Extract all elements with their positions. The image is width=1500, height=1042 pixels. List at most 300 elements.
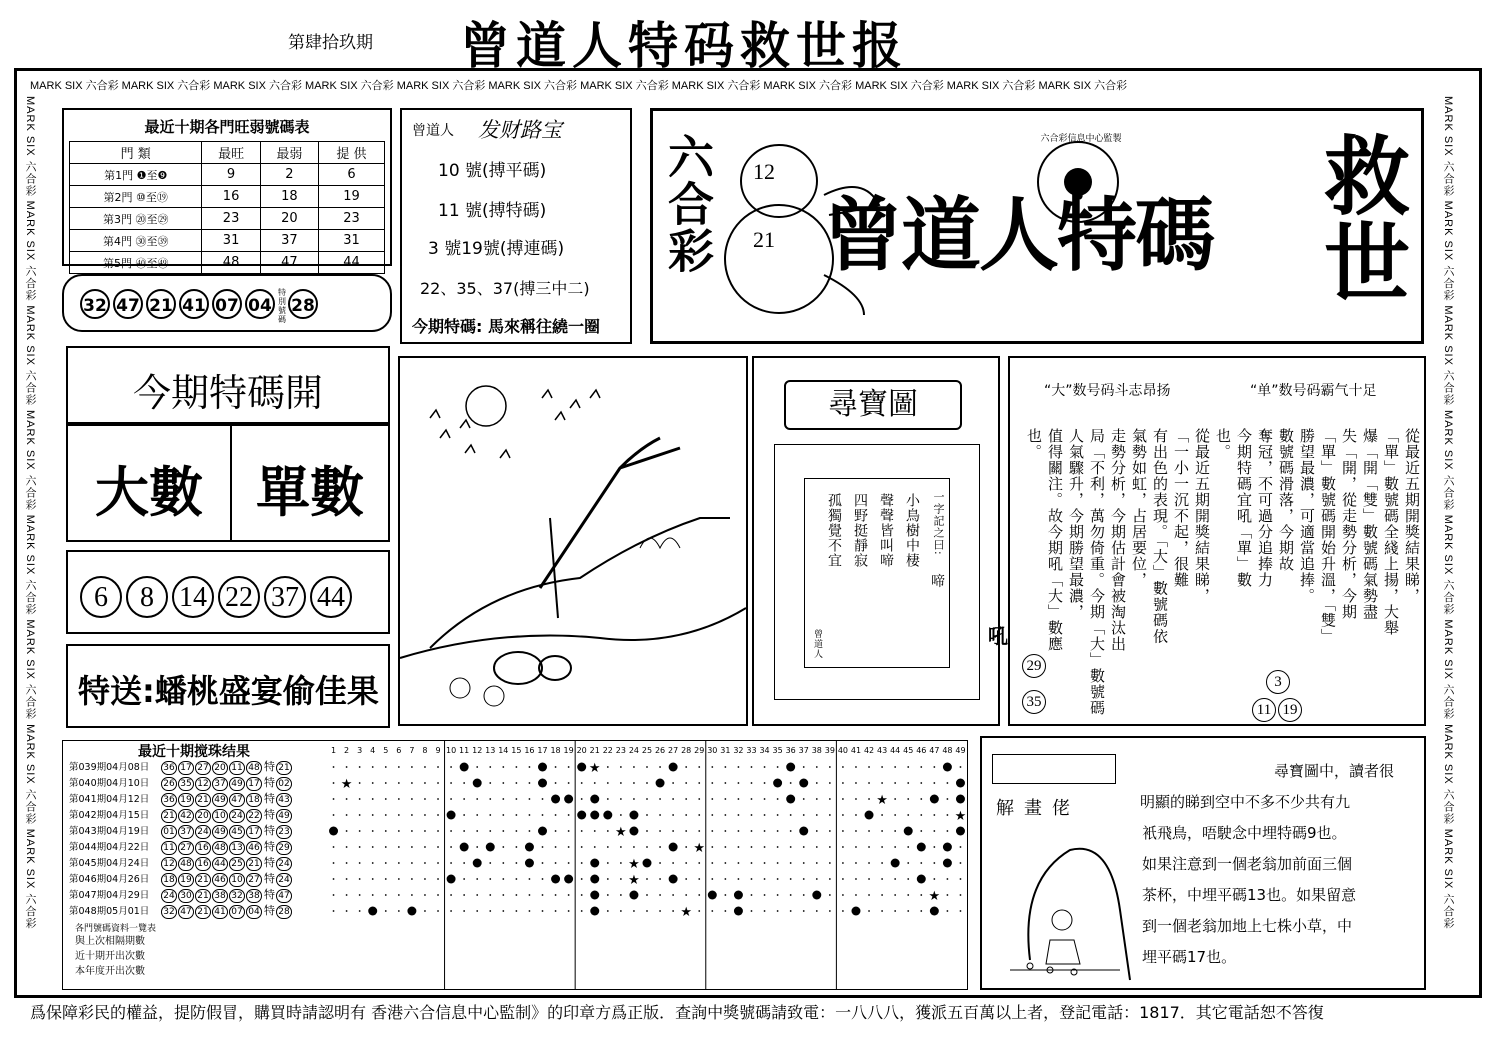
empty-dot [568,846,570,848]
result-row [63,855,325,871]
empty-dot [476,830,478,832]
empty-dot [933,782,935,784]
result-ball: 38 [212,889,228,903]
empty-dot [711,878,713,880]
empty-dot [777,894,779,896]
result-date: 第043期04月19日 [69,826,150,837]
analysis-column: 「一小一沉不起，很難 [1172,428,1190,588]
empty-dot [620,910,622,912]
brand-strip-top [30,74,1460,92]
tip-line: 11 號(搏特碼) [438,201,547,221]
empty-dot [607,894,609,896]
empty-dot [437,878,439,880]
result-ball: 07 [229,905,245,919]
grid-header-number: 11 [459,746,470,755]
result-ball: 46 [212,873,228,887]
result-ball: 21 [161,809,177,823]
empty-dot [894,846,896,848]
empty-dot [829,894,831,896]
special-star: ★ [588,761,601,776]
empty-dot [437,894,439,896]
empty-dot [515,878,517,880]
empty-dot [868,798,870,800]
empty-dot [868,830,870,832]
hit-dot [538,827,547,836]
empty-dot [372,798,374,800]
hit-dot [590,795,599,804]
empty-dot [816,862,818,864]
result-special-ball: 24 [276,873,292,887]
brand-strip-right [1440,96,1474,986]
empty-dot [829,798,831,800]
result-ball: 13 [229,841,245,855]
poem-col: 四野挺靜寂 [852,493,868,568]
empty-dot [346,878,348,880]
poem-col: 聲聲皆叫啼 [878,493,894,568]
odd-number-label: 單數 [256,461,364,524]
empty-dot [790,846,792,848]
grid-header-number: 15 [511,746,522,755]
stat-label: 各門號碼資料一覽表 [75,924,157,934]
analysis-column: 有出色的表現。「大」數號碼依 [1151,428,1169,645]
empty-dot [855,782,857,784]
hit-dot [904,827,913,836]
empty-dot [855,846,857,848]
empty-dot [555,894,557,896]
empty-dot [790,878,792,880]
empty-dot [489,910,491,912]
previous-balls-box [62,274,392,332]
grid-header-number: 17 [537,746,548,755]
empty-dot [659,830,661,832]
empty-dot [607,798,609,800]
empty-dot [463,782,465,784]
empty-dot [711,814,713,816]
empty-dot [933,814,935,816]
brand-strip-text: MARK SIX 六合彩 MARK SIX 六合彩 MARK SIX 六合彩 MARK SIX 六合彩 MARK SIX 六合彩 MARK SIX 六合彩 MARK SIX 六合彩 MARK SIX 六合彩 [24,96,36,930]
result-date: 第046期04月26日 [69,874,150,885]
empty-dot [515,846,517,848]
empty-dot [346,830,348,832]
empty-dot [398,814,400,816]
empty-dot [907,862,909,864]
empty-dot [502,782,504,784]
empty-dot [476,910,478,912]
empty-dot [411,862,413,864]
hit-dot [577,811,586,820]
grid-header-number: 43 [877,746,888,755]
empty-dot [842,798,844,800]
empty-dot [751,782,753,784]
offer-cell: 44 [318,252,384,274]
empty-dot [581,782,583,784]
empty-dot [359,830,361,832]
empty-dot [894,766,896,768]
empty-dot [803,862,805,864]
empty-dot [424,846,426,848]
result-special-ball: 02 [276,777,292,791]
empty-dot [555,910,557,912]
hit-dot [851,907,860,916]
empty-dot [907,782,909,784]
results-box [62,740,968,990]
empty-dot [515,782,517,784]
empty-dot [476,894,478,896]
empty-dot [411,830,413,832]
result-date: 第040期04月10日 [69,778,150,789]
empty-dot [607,830,609,832]
analysis-column: 也。 [1214,428,1232,460]
empty-dot [385,814,387,816]
analysis-column: 從最近五期開獎結果睇， [1403,428,1421,604]
empty-dot [398,798,400,800]
empty-dot [842,766,844,768]
empty-dot [698,910,700,912]
empty-dot [672,798,674,800]
explain-line: 如果注意到一個老翁加前面三個 [1142,855,1353,873]
grid-header-number: 35 [772,746,783,755]
empty-dot [751,766,753,768]
empty-dot [359,910,361,912]
empty-dot [894,830,896,832]
result-date: 第048期05月01日 [69,906,150,917]
grid-header-number: 27 [668,746,679,755]
empty-dot [359,846,361,848]
empty-dot [372,862,374,864]
empty-dot [894,814,896,816]
empty-dot [502,814,504,816]
result-ball: 44 [212,857,228,871]
poem-word: 啼 [931,574,945,590]
brand-strip-left [22,96,58,986]
max-cell: 31 [202,230,260,252]
empty-dot [450,910,452,912]
door-cell: 第5門 ㊵至㊾ [70,252,202,274]
empty-dot [398,910,400,912]
analysis-column: 局「不利，萬勿倚重。今期「大」數號碼 [1088,428,1106,716]
result-ball: 21 [195,793,211,807]
empty-dot [803,814,805,816]
hit-dot [956,779,965,788]
empty-dot [450,798,452,800]
empty-dot [359,798,361,800]
empty-dot [542,814,544,816]
empty-dot [711,846,713,848]
empty-dot [437,766,439,768]
empty-dot [529,878,531,880]
empty-dot [515,862,517,864]
empty-dot [907,878,909,880]
empty-dot [633,766,635,768]
empty-dot [398,878,400,880]
result-ball: 37 [178,825,194,839]
empty-dot [437,782,439,784]
empty-dot [502,862,504,864]
hit-dot [708,891,717,900]
grid-header-number: 10 [445,746,457,755]
empty-dot [385,894,387,896]
empty-dot [960,894,962,896]
empty-dot [672,830,674,832]
empty-dot [607,910,609,912]
empty-dot [646,910,648,912]
empty-dot [803,894,805,896]
result-ball: 47 [178,905,194,919]
empty-dot [947,910,949,912]
empty-dot [698,862,700,864]
min-cell: 20 [260,208,318,230]
empty-dot [529,766,531,768]
seal-text: 六合彩信息中心監製 [1040,134,1122,144]
result-ball: 49 [212,793,228,807]
empty-dot [555,862,557,864]
analysis-column: 爆「開「雙」數號碼氣勢盡 [1361,428,1379,620]
empty-dot [698,766,700,768]
empty-dot [790,782,792,784]
analysis-left-title: “大”数号码斗志昂扬 [1044,383,1171,399]
grid-header-number: 8 [422,746,428,755]
results-dot-grid [327,741,967,989]
empty-dot [829,862,831,864]
special-char: 特 [264,840,275,853]
result-special-ball: 24 [276,857,292,871]
result-ball: 10 [212,809,228,823]
result-ball: 20 [212,761,228,775]
empty-dot [685,766,687,768]
poem-signature: 曾道人 [812,629,822,659]
explain-text [1142,756,1422,973]
empty-dot [385,782,387,784]
grid-header-number: 3 [357,746,363,755]
empty-dot [646,846,648,848]
result-special-ball: 21 [276,761,292,775]
empty-dot [555,814,557,816]
empty-dot [960,910,962,912]
hit-dot [590,811,599,820]
empty-dot [581,830,583,832]
empty-dot [463,878,465,880]
result-ball: 11 [161,841,177,855]
empty-dot [372,894,374,896]
empty-dot [437,798,439,800]
result-row [63,807,325,823]
max-cell: 9 [202,164,260,186]
empty-dot [933,846,935,848]
tip-line: 3 號19號(搏連碼) [428,239,565,259]
header-min: 最弱 [260,142,318,164]
hit-dot [447,811,456,820]
empty-dot [868,862,870,864]
empty-dot [515,798,517,800]
empty-dot [829,782,831,784]
bird-tree-illustration [400,358,746,724]
poem-col: 小鳥樹中棲 [904,493,920,568]
empty-dot [842,830,844,832]
analysis-right-title: “单”数号码霸气十足 [1250,383,1377,399]
hit-dot [629,811,638,820]
empty-dot [764,798,766,800]
grid-header-number: 33 [746,746,757,755]
empty-dot [581,798,583,800]
result-ball: 18 [161,873,177,887]
result-ball: 21 [195,889,211,903]
grid-header-number: 49 [955,746,966,755]
result-row [63,871,325,887]
empty-dot [633,782,635,784]
empty-dot [333,846,335,848]
empty-dot [646,830,648,832]
result-ball: 49 [229,777,245,791]
results-rows [63,759,325,919]
grid-header-number: 37 [798,746,809,755]
empty-dot [659,878,661,880]
result-date: 第045期04月24日 [69,858,150,869]
empty-dot [933,830,935,832]
special-char: 特 [264,888,275,901]
empty-dot [724,782,726,784]
number-circle: 3 [1266,670,1290,694]
empty-dot [529,782,531,784]
door-cell: 第3門 ⑳至㉙ [70,208,202,230]
gift-prefix: 特送: [78,672,155,710]
empty-dot [907,814,909,816]
result-row [63,759,325,775]
empty-dot [489,766,491,768]
result-ball: 38 [246,889,262,903]
table-header-row [70,142,385,164]
odd-number-box [230,424,390,542]
empty-dot [920,798,922,800]
hit-dot [629,891,638,900]
empty-dot [842,814,844,816]
empty-dot [672,814,674,816]
empty-dot [803,798,805,800]
big-number-label: 大數 [95,461,203,524]
results-grid [327,741,967,989]
empty-dot [777,878,779,880]
empty-dot [751,830,753,832]
special-char: 特 [264,776,275,789]
result-row [63,823,325,839]
grid-header-number: 9 [435,746,441,755]
grid-header-number: 39 [824,746,835,755]
empty-dot [385,910,387,912]
illustration-box [398,356,748,726]
empty-dot [868,894,870,896]
empty-dot [842,894,844,896]
empty-dot [751,894,753,896]
result-ball: 41 [212,905,228,919]
result-ball: 49 [212,825,228,839]
empty-dot [346,862,348,864]
empty-dot [359,814,361,816]
analysis-column: 奪冠，不可過分追捧力 [1256,428,1274,588]
hit-dot [812,891,821,900]
empty-dot [907,894,909,896]
empty-dot [698,798,700,800]
empty-dot [724,814,726,816]
empty-dot [542,862,544,864]
empty-dot [711,782,713,784]
empty-dot [907,766,909,768]
explain-book-top [992,754,1116,784]
empty-dot [816,798,818,800]
empty-dot [502,798,504,800]
empty-dot [738,830,740,832]
hit-dot [943,843,952,852]
issue-number: 第肆拾玖期 [288,33,373,53]
empty-dot [529,910,531,912]
ball: 07 [212,289,242,319]
grid-header-number: 22 [602,746,613,755]
header-max: 最旺 [202,142,260,164]
banner-box [650,108,1424,344]
empty-dot [620,846,622,848]
empty-dot [568,766,570,768]
max-cell: 23 [202,208,260,230]
door-cell: 第2門 ⑩至⑲ [70,186,202,208]
special-label: 特別號碼 [278,288,286,324]
empty-dot [659,798,661,800]
empty-dot [816,814,818,816]
empty-dot [372,878,374,880]
explain-line: 衹飛鳥，唔駛念中埋特碼9也。 [1142,824,1347,842]
empty-dot [829,830,831,832]
empty-dot [685,814,687,816]
grid-header-number: 40 [837,746,849,755]
big-number-box [66,424,232,542]
hit-dot [865,811,874,820]
result-ball: 17 [246,825,262,839]
empty-dot [646,878,648,880]
empty-dot [346,894,348,896]
analysis-column: 走勢分析，今期估計會被淘汰出 [1109,428,1127,652]
brand-strip-text: MARK SIX 六合彩 MARK SIX 六合彩 MARK SIX 六合彩 MARK SIX 六合彩 MARK SIX 六合彩 MARK SIX 六合彩 MARK SIX 六合彩 MARK SIX 六合彩 [1442,96,1454,930]
empty-dot [594,846,596,848]
empty-dot [685,878,687,880]
empty-dot [933,862,935,864]
empty-dot [947,798,949,800]
empty-dot [424,894,426,896]
empty-dot [555,766,557,768]
empty-dot [829,878,831,880]
min-cell: 18 [260,186,318,208]
empty-dot [568,862,570,864]
grid-header-number: 28 [681,746,692,755]
empty-dot [751,878,753,880]
empty-dot [437,830,439,832]
empty-dot [738,782,740,784]
hit-dot [590,907,599,916]
grid-header-number: 48 [942,746,953,755]
special-star: ★ [340,777,353,792]
result-ball: 19 [178,873,194,887]
explain-line: 到一個老翁加地上七株小草，中 [1142,917,1353,935]
empty-dot [633,798,635,800]
empty-dot [777,862,779,864]
empty-dot [724,798,726,800]
special-star: ★ [628,873,640,888]
empty-dot [751,846,753,848]
empty-dot [672,894,674,896]
empty-dot [607,782,609,784]
empty-dot [803,846,805,848]
empty-dot [502,766,504,768]
hit-dot [486,843,495,852]
hit-dot [590,891,599,900]
empty-dot [424,798,426,800]
results-left [63,741,325,989]
